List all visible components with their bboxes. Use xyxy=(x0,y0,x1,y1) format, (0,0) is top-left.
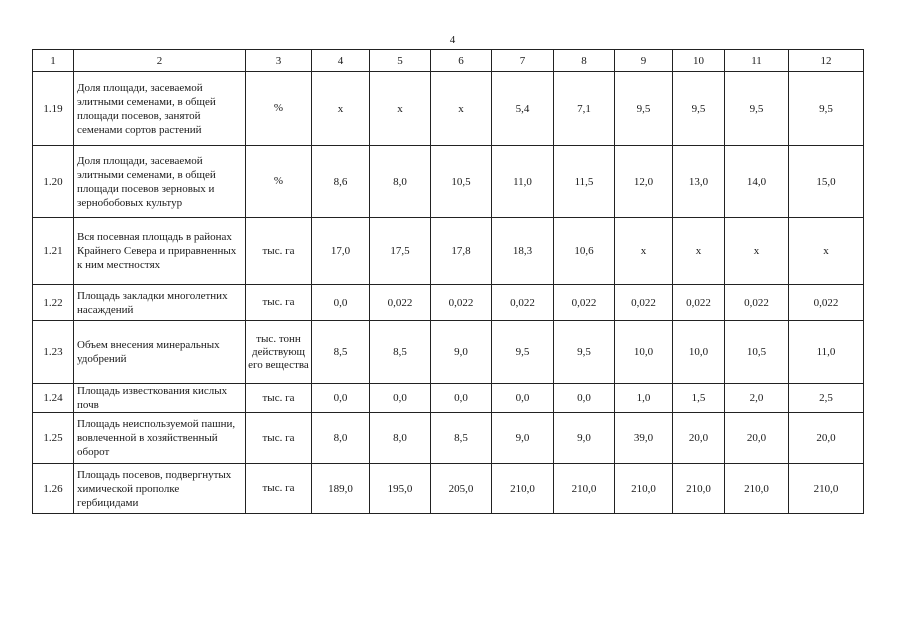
row-value: 195,0 xyxy=(370,464,431,514)
row-value: 11,0 xyxy=(492,146,554,218)
row-value: 10,0 xyxy=(615,321,673,384)
row-value: 9,5 xyxy=(554,321,615,384)
table-row xyxy=(33,321,864,384)
row-value: 9,0 xyxy=(431,321,492,384)
row-value: 18,3 xyxy=(492,218,554,285)
row-value: 210,0 xyxy=(789,464,864,514)
row-value: 17,0 xyxy=(312,218,370,285)
row-value: x xyxy=(673,218,725,285)
row-unit: тыс. га xyxy=(246,384,312,413)
row-value: 7,1 xyxy=(554,72,615,146)
row-value: 0,0 xyxy=(431,384,492,413)
row-value: 9,0 xyxy=(492,413,554,464)
column-header: 2 xyxy=(74,50,246,72)
row-value: 205,0 xyxy=(431,464,492,514)
column-header: 10 xyxy=(673,50,725,72)
column-header: 8 xyxy=(554,50,615,72)
column-header: 1 xyxy=(33,50,74,72)
row-name: Объем внесения минеральных удобрений xyxy=(74,321,246,384)
row-value: 0,0 xyxy=(370,384,431,413)
table-row xyxy=(33,464,864,514)
row-id: 1.19 xyxy=(33,72,74,146)
row-value: 15,0 xyxy=(789,146,864,218)
row-value: 2,5 xyxy=(789,384,864,413)
row-value: 10,6 xyxy=(554,218,615,285)
row-value: 8,0 xyxy=(312,413,370,464)
row-value: 0,0 xyxy=(492,384,554,413)
row-value: x xyxy=(615,218,673,285)
table-row xyxy=(33,146,864,218)
row-value: 11,0 xyxy=(789,321,864,384)
table-row xyxy=(33,384,864,413)
table-row xyxy=(33,285,864,321)
table-row xyxy=(33,413,864,464)
row-value: 0,0 xyxy=(312,384,370,413)
row-value: 9,5 xyxy=(673,72,725,146)
row-value: 12,0 xyxy=(615,146,673,218)
row-value: 0,022 xyxy=(789,285,864,321)
row-value: x xyxy=(370,72,431,146)
row-id: 1.22 xyxy=(33,285,74,321)
row-unit: тыс. тонн действующ его вещества xyxy=(246,321,312,384)
row-value: x xyxy=(431,72,492,146)
row-value: 9,5 xyxy=(492,321,554,384)
row-value: 189,0 xyxy=(312,464,370,514)
row-name: Площадь посевов, подвергнутых химической прополке гербицидами xyxy=(74,464,246,514)
table-row xyxy=(33,72,864,146)
row-value: 0,022 xyxy=(615,285,673,321)
column-header: 3 xyxy=(246,50,312,72)
row-name: Доля площади, засеваемой элитными семенами, в общей площади посевов, занятой семенами сортов растений xyxy=(74,72,246,146)
row-value: 0,022 xyxy=(370,285,431,321)
row-value: 10,0 xyxy=(673,321,725,384)
row-value: 9,0 xyxy=(554,413,615,464)
row-unit: тыс. га xyxy=(246,285,312,321)
row-unit: тыс. га xyxy=(246,464,312,514)
row-value: 14,0 xyxy=(725,146,789,218)
row-value: 10,5 xyxy=(431,146,492,218)
row-value: 8,0 xyxy=(370,413,431,464)
column-header: 11 xyxy=(725,50,789,72)
row-value: 1,0 xyxy=(615,384,673,413)
row-value: 0,0 xyxy=(312,285,370,321)
row-value: 210,0 xyxy=(492,464,554,514)
row-id: 1.21 xyxy=(33,218,74,285)
row-value: 0,022 xyxy=(431,285,492,321)
row-value: 17,8 xyxy=(431,218,492,285)
row-value: 17,5 xyxy=(370,218,431,285)
row-value: 8,0 xyxy=(370,146,431,218)
row-id: 1.23 xyxy=(33,321,74,384)
indicator-table xyxy=(32,49,864,514)
column-header: 7 xyxy=(492,50,554,72)
row-value: 5,4 xyxy=(492,72,554,146)
row-value: 0,0 xyxy=(554,384,615,413)
row-value: 20,0 xyxy=(725,413,789,464)
row-value: 2,0 xyxy=(725,384,789,413)
row-value: 8,6 xyxy=(312,146,370,218)
row-value: 39,0 xyxy=(615,413,673,464)
row-value: 1,5 xyxy=(673,384,725,413)
row-value: 210,0 xyxy=(554,464,615,514)
row-value: 8,5 xyxy=(370,321,431,384)
row-name: Вся посевная площадь в районах Крайнего Севера и приравненных к ним местностях xyxy=(74,218,246,285)
row-value: 0,022 xyxy=(492,285,554,321)
column-header: 6 xyxy=(431,50,492,72)
row-unit: тыс. га xyxy=(246,218,312,285)
row-value: 9,5 xyxy=(789,72,864,146)
column-header: 9 xyxy=(615,50,673,72)
row-value: 11,5 xyxy=(554,146,615,218)
row-value: 20,0 xyxy=(673,413,725,464)
row-unit: % xyxy=(246,146,312,218)
column-header: 4 xyxy=(312,50,370,72)
row-unit: тыс. га xyxy=(246,413,312,464)
row-value: 210,0 xyxy=(615,464,673,514)
row-value: x xyxy=(725,218,789,285)
row-value: 210,0 xyxy=(725,464,789,514)
row-name: Площадь закладки многолетних насаждений xyxy=(74,285,246,321)
row-name: Площадь неиспользуемой пашни, вовлеченной в хозяйственный оборот xyxy=(74,413,246,464)
row-value: 0,022 xyxy=(554,285,615,321)
row-id: 1.24 xyxy=(33,384,74,413)
row-name: Доля площади, засеваемой элитными семенами, в общей площади посевов зерновых и зернобобовых культур xyxy=(74,146,246,218)
row-value: 0,022 xyxy=(725,285,789,321)
row-id: 1.20 xyxy=(33,146,74,218)
page-number: 4 xyxy=(449,34,456,46)
row-value: x xyxy=(312,72,370,146)
row-value: 9,5 xyxy=(725,72,789,146)
row-value: x xyxy=(789,218,864,285)
row-value: 20,0 xyxy=(789,413,864,464)
header-row xyxy=(33,50,864,72)
table-row xyxy=(33,218,864,285)
row-value: 8,5 xyxy=(312,321,370,384)
row-value: 210,0 xyxy=(673,464,725,514)
row-value: 0,022 xyxy=(673,285,725,321)
row-value: 13,0 xyxy=(673,146,725,218)
row-unit: % xyxy=(246,72,312,146)
row-name: Площадь известкования кислых почв xyxy=(74,384,246,413)
column-header: 12 xyxy=(789,50,864,72)
row-id: 1.25 xyxy=(33,413,74,464)
column-header: 5 xyxy=(370,50,431,72)
row-id: 1.26 xyxy=(33,464,74,514)
row-value: 8,5 xyxy=(431,413,492,464)
row-value: 10,5 xyxy=(725,321,789,384)
row-value: 9,5 xyxy=(615,72,673,146)
